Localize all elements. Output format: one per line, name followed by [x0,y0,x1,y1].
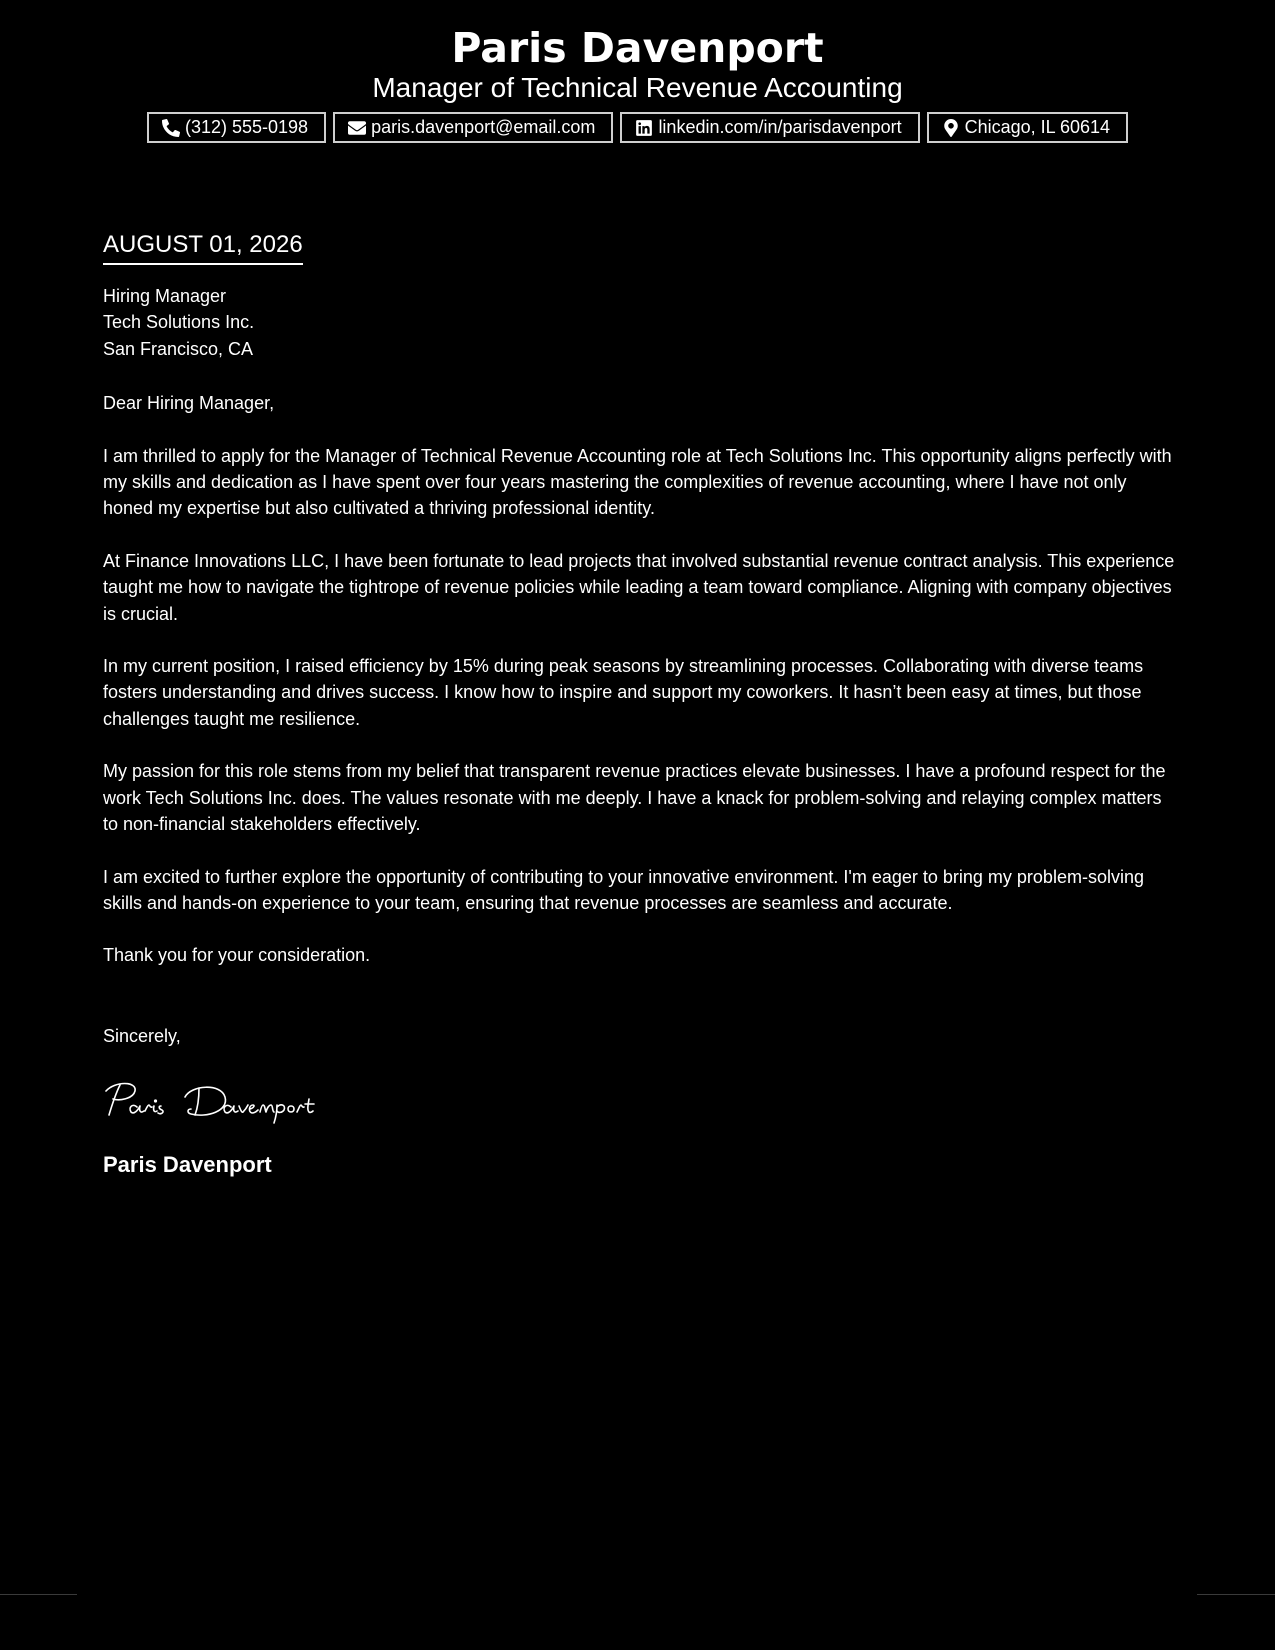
body-paragraph: I am thrilled to apply for the Manager of Technical Revenue Accounting role at Tech Solutions Inc. This opportunity aligns perfectly with my skills and dedication as I have spent over four years mastering the complexities of revenue accounting, where I have not only honed my expertise but also cultivated a thriving professional identity. [103,445,1172,519]
map-pin-icon [942,119,960,137]
letter-date: AUGUST 01, 2026 [103,228,303,265]
location-text: Chicago, IL 60614 [964,117,1111,137]
recipient-block [103,283,1178,362]
footer-divider-left [0,1594,77,1595]
recipient-line: San Francisco, CA [103,338,254,359]
recipient-line: Tech Solutions Inc. [103,312,255,333]
contact-email[interactable] [333,112,613,143]
salutation: Dear Hiring Manager, [103,393,275,414]
contact-linkedin[interactable] [620,112,919,143]
contact-phone[interactable] [147,112,326,143]
email-text: paris.davenport@email.com [371,117,596,137]
phone-text: (312) 555-0198 [184,117,309,137]
letter-header [0,22,1275,143]
body-paragraph: My passion for this role stems from my belief that transparent revenue practices elevate businesses. I have a profound respect for the work Tech Solutions Inc. does. The values resonate with me deeply. I have a knack for problem-solving and relaying complex matters to non-financial stakeholders effectively. [103,761,1166,835]
body-paragraph: I am excited to further explore the opportunity of contributing to your innovative environment. I'm eager to bring my problem-solving skills and hands-on experience to your team, ensuring that revenue processes are seamless and accurate. [103,866,1144,913]
applicant-name: Paris Davenport [451,24,824,72]
job-title: Manager of Technical Revenue Accounting [372,72,903,103]
phone-icon [162,119,180,137]
footer-divider-right [1197,1594,1275,1595]
signer-name: Paris Davenport [103,1152,272,1178]
contact-location[interactable] [927,112,1128,143]
envelope-icon [348,119,366,137]
thank-you-line: Thank you for your consideration. [103,945,371,966]
letter-body [103,228,1178,1179]
handwritten-signature [103,1077,368,1125]
linkedin-icon [635,119,653,137]
body-paragraph: At Finance Innovations LLC, I have been fortunate to lead projects that involved substantial revenue contract analysis. This experience taught me how to navigate the tightrope of revenue policies while leading a team toward compliance. Aligning with company objectives is crucial. [103,550,1175,624]
recipient-line: Hiring Manager [103,286,227,306]
closing: Sincerely, [103,1025,181,1046]
linkedin-text: linkedin.com/in/parisdavenport [658,117,902,137]
contact-bar [0,112,1275,143]
body-paragraph: In my current position, I raised efficiency by 15% during peak seasons by streamlining processes. Collaborating with diverse teams fosters understanding and drives success. I know how to inspire and support my coworkers. It hasn’t been easy at times, but those challenges taught me resilience. [103,656,1144,729]
signature-drawing [103,1077,368,1125]
